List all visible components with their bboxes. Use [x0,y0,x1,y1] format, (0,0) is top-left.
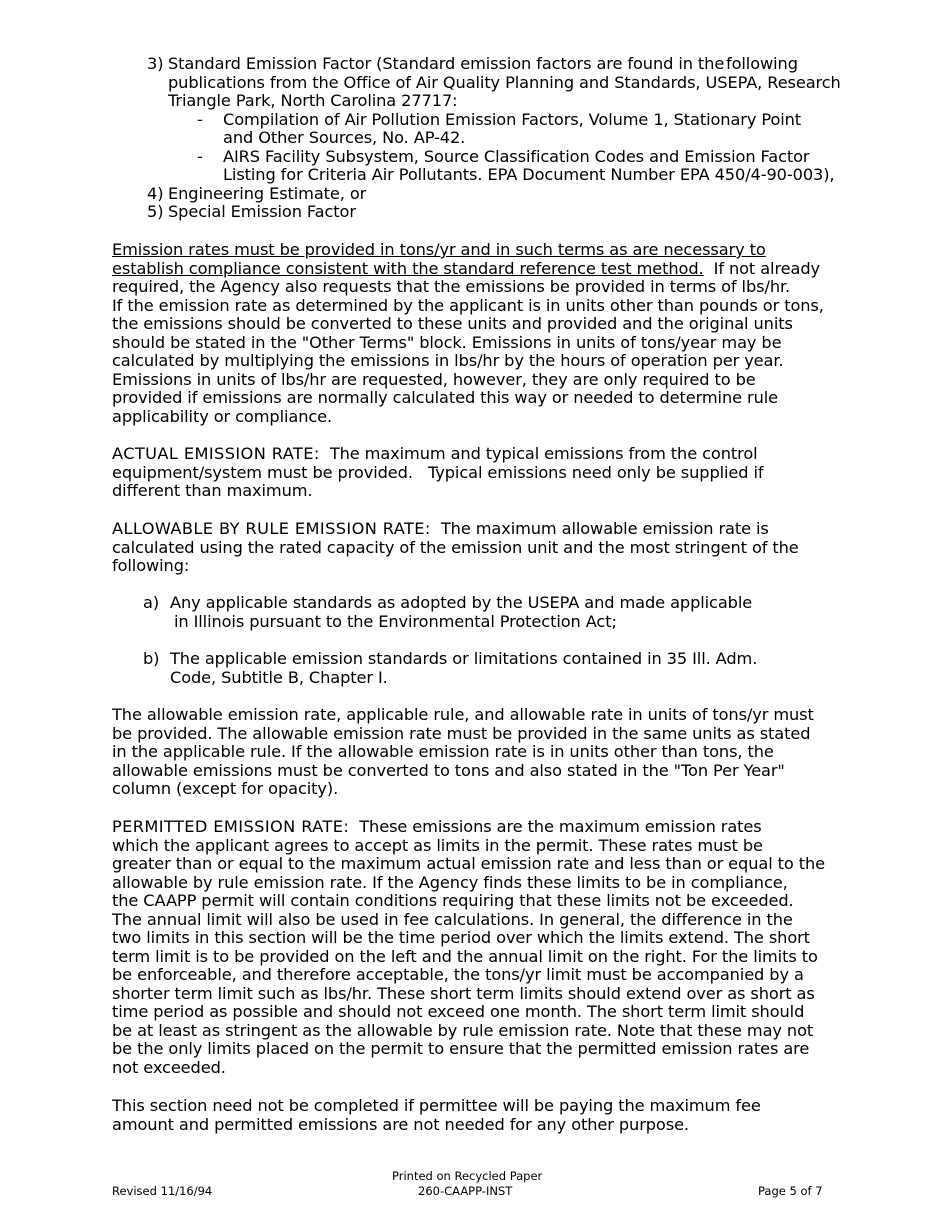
paragraph-line: in the applicable rule. If the allowable emission rate is in units other than tons, the [112,742,774,761]
paragraph-line: time period as possible and should not exceed one month. The short term limit should [112,1002,805,1021]
footer-recycled-note: Printed on Recycled Paper [392,1169,543,1183]
paragraph-line: amount and permitted emissions are not needed for any other purpose. [112,1114,689,1134]
list-item-4: Engineering Estimate, or [168,183,367,203]
sub-item-1-line2: and Other Sources, No. AP-42. [223,128,466,147]
paragraph-line: be enforceable, and therefore acceptable, the tons/yr limit must be accompanied by a [112,965,804,984]
paragraph-emission-rates [112,241,838,426]
paragraph-line: following: [112,556,190,575]
paragraph-line: be the only limits placed on the permit to ensure that the permitted emission rates are [112,1039,810,1058]
footer-revised-date: Revised 11/16/94 [112,1184,213,1198]
list-letter-b: b) [143,649,160,668]
paragraph-line: calculated using the rated capacity of the emission unit and the most stringent of the [112,537,799,557]
list-item-3-line1: Standard Emission Factor (Standard emission factors are found in the [168,54,725,73]
paragraph-final-note [112,1097,838,1134]
underlined-requirement-1: Emission rates must be provided in tons/yr and in such terms as are necessary to [112,240,766,259]
paragraph-line: be at least as stringent as the allowable by rule emission rate. Note that these may not [112,1020,814,1040]
sub-item-dash-1: - [197,109,203,129]
footer-form-id: 260-CAAPP-INST [418,1184,513,1198]
list-item-b-line2: Code, Subtitle B, Chapter I. [170,667,388,687]
paragraph-line: The allowable emission rate, applicable rule, and allowable rate in units of tons/yr must [112,705,814,724]
paragraph-line: shorter term limit such as lbs/hr. These short term limits should extend over as short as [112,983,815,1003]
sub-item-2-line2: Listing for Criteria Air Pollutants. EPA Document Number EPA 450/4-90-003), [223,165,835,184]
sub-item-2-line1: AIRS Facility Subsystem, Source Classification Codes and Emission Factor [223,146,810,166]
paragraph-line: greater than or equal to the maximum actual emission rate and less than or equal to the [112,854,826,873]
paragraph-line: column (except for opacity). [112,779,339,798]
paragraph-line: not exceeded. [112,1057,226,1077]
sub-item-dash-2: - [197,146,203,166]
paragraph-line: required, the Agency also requests that the emissions be provided in terms of lbs/hr. [112,277,791,296]
paragraph-actual-emission-rate [112,445,838,501]
paragraph-text: The maximum allowable emission rate is [430,519,769,538]
paragraph-allowable-rate [112,706,838,799]
sub-item-1-line1: Compilation of Air Pollution Emission Factors, Volume 1, Stationary Point [223,109,802,129]
paragraph-line: allowable by rule emission rate. If the Agency finds these limits to be in compliance, [112,872,788,892]
paragraph-line: applicability or compliance. [112,406,333,426]
paragraph-line: provided if emissions are normally calculated this way or needed to determine rule [112,388,778,407]
list-number-5: 5) [147,202,164,221]
paragraph-line: The annual limit will also be used in fee calculations. In general, the difference in the [112,909,793,929]
list-item-3-line2: publications from the Office of Air Quality Planning and Standards, USEPA, Research [168,72,841,92]
list-item-3-line1-end: following [726,54,798,73]
paragraph-line: term limit is to be provided on the left and the annual limit on the right. For the limits to [112,946,818,966]
paragraph-line: should be stated in the "Other Terms" block. Emissions in units of tons/year may be [112,332,782,352]
footer-page-number: Page 5 of 7 [758,1184,823,1198]
paragraph-text: The maximum and typical emissions from the control [319,444,758,463]
section-heading-permitted: PERMITTED EMISSION RATE: [112,817,350,836]
paragraph-line: two limits in this section will be the time period over which the limits extend. The short [112,928,810,947]
paragraph-line: calculated by multiplying the emissions in lbs/hr by the hours of operation per year. [112,351,784,370]
paragraph-allowable-by-rule [112,520,838,576]
paragraph-line: be provided. The allowable emission rate must be provided in the same units as stated [112,723,811,743]
paragraph-line: the CAAPP permit will contain conditions requiring that these limits not be exceeded. [112,891,794,910]
paragraph-line: allowable emissions must be converted to tons and also stated in the "Ton Per Year" [112,760,785,780]
paragraph-line: This section need not be completed if permittee will be paying the maximum fee [112,1096,761,1115]
paragraph-line: different than maximum. [112,481,313,500]
section-heading-actual: ACTUAL EMISSION RATE: [112,444,320,463]
list-letter-a: a) [143,593,160,612]
paragraph-permitted-emission-rate [112,818,838,1077]
list-number-3: 3) [147,54,164,73]
paragraph-line: equipment/system must be provided. Typical emissions need only be supplied if [112,462,764,482]
paragraph-text: If not already [703,258,820,278]
numbered-list [0,55,950,225]
paragraph-text: These emissions are the maximum emission rates [349,817,762,836]
list-number-4: 4) [147,183,164,203]
paragraph-line: Emissions in units of lbs/hr are requested, however, they are only required to be [112,369,756,389]
list-item-5: Special Emission Factor [168,202,356,221]
list-item-b-line1: The applicable emission standards or limitations contained in 35 Ill. Adm. [170,649,758,668]
list-item-a-line2: in Illinois pursuant to the Environmental Protection Act; [174,611,617,631]
paragraph-line: the emissions should be converted to these units and provided and the original units [112,314,793,333]
list-item-a-line1: Any applicable standards as adopted by the USEPA and made applicable [170,593,753,612]
list-item-3-line3: Triangle Park, North Carolina 27717: [168,91,458,110]
underlined-requirement-2: establish compliance consistent with the standard reference test method. [112,258,704,278]
paragraph-line: which the applicant agrees to accept as limits in the permit. These rates must be [112,835,763,855]
paragraph-line: If the emission rate as determined by the applicant is in units other than pounds or tons, [112,295,824,315]
section-heading-allowable: ALLOWABLE BY RULE EMISSION RATE: [112,519,431,538]
lettered-list [0,594,950,694]
